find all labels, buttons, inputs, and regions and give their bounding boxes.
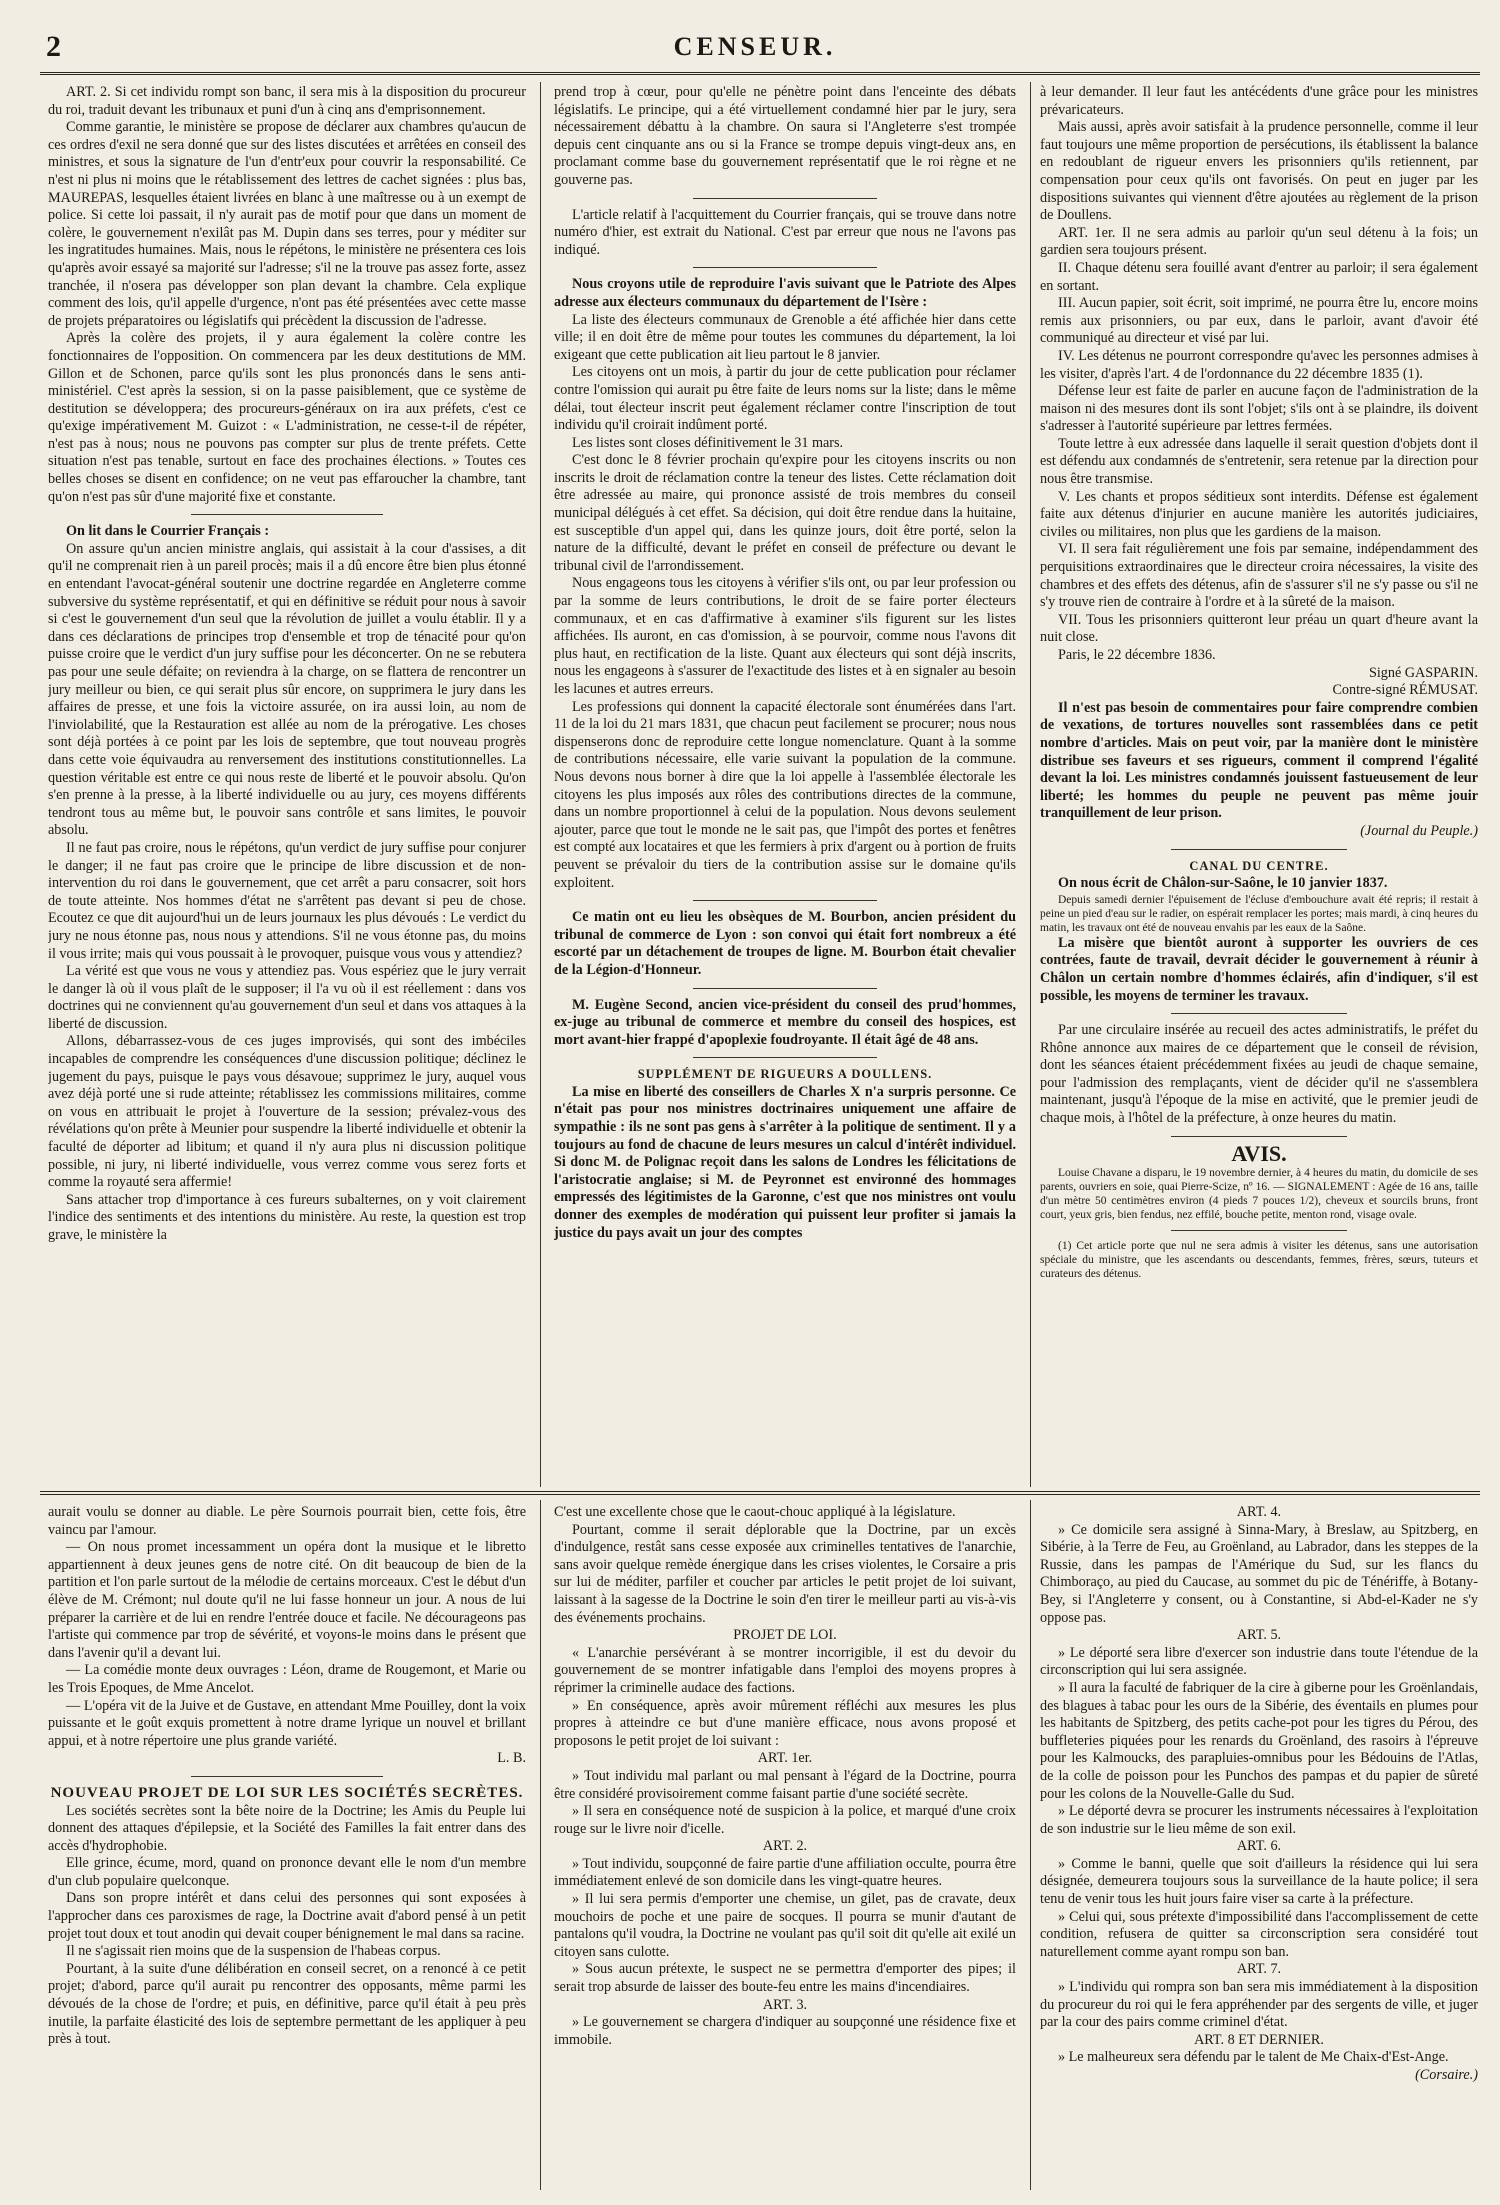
- paragraph: aurait voulu se donner au diable. Le père Sournois pourrait bien, cette fois, être vaincu par l'amour.: [48, 1504, 526, 1538]
- paragraph: — L'opéra vit de la Juive et de Gustave, en attendant Mme Pouilley, dont la voix puissante et le goût exquis promettent à notre drame lyrique un nouvel et brillant appui, et à notre répertoire une plus grande variété.: [48, 1697, 526, 1749]
- article-number: ART. 2.: [762, 1838, 808, 1855]
- article-number: ART. 4.: [1236, 1504, 1282, 1520]
- article-number: ART. 7.: [1236, 1961, 1282, 1978]
- paragraph: » Ce domicile sera assigné à Sinna-Mary, à Breslaw, au Spitzberg, en Sibérie, à la Terre de Feu, au Groënland, au Labrador, dans les steppes de la Russie, dans les pampas de l'Amérique du Sud, sur les flancs du Chimboraço, au pied du Caucase, au sommet du pic de Ténériffe, à Botany-Bey, si l'Angleterre y consent, ou à Constantine, si Abd-el-Kader ne s'y oppose pas.: [1040, 1521, 1478, 1626]
- paragraph: Allons, débarrassez-vous de ces juges improvisés, qui sont des imbéciles incapables de comprendre les conséquences d'une discussion politique; déclinez le jugement du pays, puisque le pays vous désavoue; supprimez le jury, auquel vous avez déjà porté une si rude atteinte; rétablissez les commissions militaires, comme on vous en attribuait le projet à l'ouverture de la session; prévalez-vous des révélations qu'on prête à Meunier pour suspendre la liberté individuelle et obtenir la faculté de déporter ad libitum; et quand il n'y aura plus ni discussion politique possible, ni jury, ni liberté individuelle, vous verrez comme vous serez forts et comme la royauté sera affermie!: [48, 1033, 526, 1191]
- paragraph: Il ne s'agissait rien moins que de la suspension de l'habeas corpus.: [66, 1943, 441, 1960]
- paragraph: » Celui qui, sous prétexte d'impossibilité dans l'accomplissement de cette condition, refusera de quitter sa circonscription sera considéré tout naturellement comme ayant rompu son ban.: [1040, 1908, 1478, 1960]
- section-heading: NOUVEAU PROJET DE LOI SUR LES SOCIÉTÉS SECRÈTES.: [50, 1784, 524, 1801]
- paragraph: III. Aucun papier, soit écrit, soit imprimé, ne pourra être lu, encore moins remis aux prisonniers, ou par eux, dans le parloir, avant d'avoir été communiqué au directeur et visé par lui.: [1040, 295, 1478, 347]
- small-print: Depuis samedi dernier l'épuisement de l'écluse d'embouchure avait été repris; il restait à peine un pied d'eau sur le radier, on espérait remplacer les portes; mais mardi, à cinq heures du matin, les travaux ont été de nouveau envahis par les eaux de la Saône.: [1040, 893, 1478, 934]
- paragraph: Dans son propre intérêt et dans celui des personnes qui sont exposées à l'approcher dans ces paroxismes de rage, la Doctrine avait d'abord pensé à un petit projet tout doux et tout anodin qui devait couper bénignement le mal dans sa racine.: [48, 1890, 526, 1942]
- paragraph: Comme garantie, le ministère se propose de déclarer aux chambres qu'aucun de ces ordres d'exil ne sera donné que sur des listes discutées et arrêtées en conseil des ministres, et sous la signature de l'un d'entr'eux pour couvrir la responsabilité. Ce n'est ni plus ni moins que le rétablissement des lettres de cachet signées : plus bas, MAUREPAS, lesquelles étaient livrées en blanc à une maîtresse ou à un exempt de police. Si cette loi passait, il n'y aurait pas de motif pour que dans un moment de colère, le gouvernement n'exilât pas M. Dupin dans ses terres, pour y méditer sur les ingratitudes humaines. Mais, nous le répétons, le ministère ne présentera ces lois qu'après avoir essayé sa majorité sur l'adresse; s'il ne la trouve pas assez forte, assez tranchée, il n'osera pas développer son plan devant la chambre. Cela explique comment des lois, qu'il appelle d'urgence, n'ont pas été présentées avec cette masse de projets préparatoires ou législatifs qui précèdent la discussion de l'adresse.: [48, 119, 526, 329]
- top-column-3: [1040, 84, 1478, 1484]
- newspaper-title: CENSEUR.: [673, 32, 837, 61]
- bottom-column-3: [1040, 1504, 1478, 2184]
- paragraph: Sans attacher trop d'importance à ces fureurs subalternes, on y voit clairement l'indice des sentiments et des intentions du ministère. Au reste, la question est trop grave, le ministère la: [48, 1191, 526, 1243]
- section-heading: SUPPLÉMENT DE RIGUEURS A DOULLENS.: [637, 1067, 933, 1082]
- paragraph: Les listes sont closes définitivement le 31 mars.: [572, 434, 844, 451]
- signature: L. B.: [497, 1750, 526, 1767]
- paragraph: Nous engageons tous les citoyens à vérifier s'ils ont, ou par leur profession ou par la somme de leurs contributions, le droit de se faire porter électeurs communaux, et en cas d'affirmative à examiner s'ils figurent sur les listes affichées. Ils auront, en cas d'omission, à se pourvoir, comme nous l'avons dit plus haut, en rectification de la liste. Quant aux électeurs qui sont déjà inscrits, nous les engageons à s'assurer de l'exactitude des listes et à en signaler au besoin les lacunes et autres erreurs.: [554, 575, 1016, 697]
- paragraph: — On nous promet incessamment un opéra dont la musique et le libretto appartiennent à deux jeunes gens de notre cité. On dit beaucoup de bien de la partition et l'on parle surtout de la mélodie de certains morceaux. C'est le début d'un élève de M. Crémont; nul doute qu'il ne lui fasse honneur un jour. A nous de lui préparer la carrière et de lui en rendre l'entrée douce et facile. Ne décourageons pas l'artiste qui commence par trop de sévérité, et voyons-le moins dans le présent que dans l'avenir qu'il a devant lui.: [48, 1539, 526, 1661]
- article-number: PROJET DE LOI.: [733, 1627, 837, 1644]
- notice-heading: AVIS.: [1231, 1140, 1287, 1166]
- source-credit: (Journal du Peuple.): [1360, 822, 1478, 839]
- article-number: ART. 1er.: [757, 1750, 813, 1767]
- paragraph: IV. Les détenus ne pourront correspondre qu'avec les personnes admises à les visiter, d'après l'art. 4 de l'ordonnance du 22 décembre 1835 (1).: [1040, 347, 1478, 382]
- separator: [693, 198, 878, 199]
- paragraph: » Il aura la faculté de fabriquer de la cire à giberne pour les Groënlandais, des blagues à tabac pour les ours de la Sibérie, des éventails en plumes pour les habitants de Spitzberg, des petits cache-pot pour les tigres du Pérou, des buffleteries piquées pour les renards du Groënland, des rasoirs à l'épreuve pour les Kalmoucks, des parapluies-omnibus pour les Bédouins de l'Atlas, de la colle de poisson pour les Punchos des pampas et du papier de sûreté pour les colons de la Nouvelle-Galle du Sud.: [1040, 1679, 1478, 1802]
- article-number: ART. 8 ET DERNIER.: [1194, 2031, 1324, 2048]
- separator: [693, 900, 878, 901]
- article-number: ART. 3.: [762, 1996, 808, 2013]
- separator: [191, 1776, 382, 1777]
- paragraph: » Tout individu mal parlant ou mal pensant à l'égard de la Doctrine, pourra être considéré provisoirement comme faisant partie d'une société secrète.: [554, 1767, 1016, 1802]
- small-print: Louise Chavane a disparu, le 19 novembre dernier, à 4 heures du matin, du domicile de ses parents, ouvriers en soie, quai Pierre-Scize, nº 16. — SIGNALEMENT : Agée de 16 ans, taille d'un mètre 50 centimètres environ (4 pieds 7 pouces 1/2), cheveux et sourcils bruns, front court, yeux gris, bien fendus, nez effilé, bouche petite, menton rond, visage ovale.: [1040, 1167, 1478, 1222]
- signature: Contre-signé RÉMUSAT.: [1332, 682, 1478, 699]
- paragraph: Pourtant, comme il serait déplorable que la Doctrine, par un excès d'indulgence, restât sans cesse exposée aux criminelles tentatives de l'anarchie, sans avoir quelque remède énergique dans les crises violentes, le Corsaire a pris sur lui de méditer, parfiler et coucher par articles le petit projet de loi suivant, laissant à la sagesse de la Doctrine le soin d'en tirer le meilleur parti au vis-à-vis des événements prochains.: [554, 1521, 1016, 1626]
- paragraph: Après la colère des projets, il y aura également la colère contre les fonctionnaires de l'opposition. On commencera par les deux destitutions de MM. Gillon et de Schonen, parce qu'ils sont les plus prononcés dans le sens anti-ministériel. C'est après la session, si on la passe paisiblement, que ce système de destitution se développera; des procureurs-généraux on ira aux préfets, c'est ce qu'exige impérativement M. Guizot : « L'administration, ne cesse-t-il de répéter, n'est pas à nous; nous ne pouvons pas compter sur plus de trente préfets. Cette situation n'est pas tenable, surtout en face des prochaines élections. » Toutes ces belles choses se disent en confidence; on ne veut pas effaroucher la chambre, tant qu'on n'est pas sûr d'une majorité fixe et constante.: [48, 330, 526, 505]
- paragraph: « L'anarchie persévérant à se montrer incorrigible, il est du devoir du gouvernement de se montrer infatigable dans l'emploi des moyens propres à réprimer la criminelle audace des factions.: [554, 1644, 1016, 1696]
- paragraph: La vérité est que vous ne vous y attendiez pas. Vous espériez que le jury verrait le danger là où il vous plaît de le supposer; il l'a vu où il est réellement : dans vos doctrines qui ne conviennent qu'au gouvernement d'un seul et dans vos attaques à la liberté de discussion.: [48, 963, 526, 1032]
- separator: [1171, 1013, 1346, 1014]
- masthead-rule: [40, 72, 1480, 75]
- paragraph: » Le déporté sera libre d'exercer son industrie dans toute l'étendue de la circonscription qui lui sera assignée.: [1040, 1644, 1478, 1679]
- signature: Signé GASPARIN.: [1368, 664, 1478, 681]
- paragraph: prend trop à cœur, pour qu'elle ne pénètre point dans l'enceinte des débats législatifs. Le principe, qui a été virtuellement condamné hier par le jury, sera nécessairement débattu à la chambre. On saura si l'Angleterre s'est trompée depuis cent cinquante ans ou si la France se trompe depuis vingt-deux ans, en proclamant comme base du gouvernement représentatif que le roi règne et ne gouverne pas.: [554, 84, 1016, 188]
- paragraph: Pourtant, à la suite d'une délibération en conseil secret, on a renoncé à ce petit projet; d'abord, parce qu'il aurait pu rencontrer des opposants, même parmi les dévoués de la chose de l'ordre; et puis, en définitive, parce qu'il était à peu près inutile, la parfaite élasticité des lois de septembre permettant de les appliquer à peu près à tout.: [48, 1960, 526, 2048]
- paragraph: — La comédie monte deux ouvrages : Léon, drame de Rougemont, et Marie ou les Trois Epoques, de Mme Ancelot.: [48, 1662, 526, 1696]
- paragraph: » Tout individu, soupçonné de faire partie d'une affiliation occulte, pourra être immédiatement enlevé de son domicile dans les vingt-quatre heures.: [554, 1855, 1016, 1890]
- paragraph: Par une circulaire insérée au recueil des actes administratifs, le préfet du Rhône annonce aux maires de ce département que le conseil de révision, dont les séances étaient précédemment fixées au jeudi de chaque semaine, pour l'admission des remplaçants, vient de décider qu'il ne s'assemblera maintenant, jusqu'à l'époque de la mise en activité, que le premier jeudi de chaque mois, à l'hôtel de la préfecture, à onze heures du matin.: [1040, 1022, 1478, 1127]
- paragraph: La liste des électeurs communaux de Grenoble a été affichée hier dans cette ville; il en doit être de même pour toutes les communes du département, la loi exigeant que cette publication ait lieu partout le 8 janvier.: [554, 311, 1016, 363]
- masthead: [40, 26, 1470, 74]
- paragraph: » Le gouvernement se chargera d'indiquer au soupçonné une résidence fixe et immobile.: [554, 2014, 1016, 2048]
- separator: [693, 988, 878, 989]
- paragraph: Les sociétés secrètes sont la bête noire de la Doctrine; les Amis du Peuple lui donnent des attaques d'épilepsie, et la Société des Familles la fait entrer dans des accès d'hydrophobie.: [48, 1802, 526, 1854]
- paragraph: II. Chaque détenu sera fouillé avant d'entrer au parloir; il sera également en sortant.: [1040, 259, 1478, 294]
- bottom-column-2: [554, 1504, 1016, 2184]
- top-column-2: [554, 84, 1016, 1484]
- separator: [1171, 849, 1346, 850]
- paragraph: Les citoyens ont un mois, à partir du jour de cette publication pour réclamer contre l'omission qui aurait pu être faite de leurs noms sur la liste; dans le même délai, tout électeur inscrit peut également réclamer contre l'inscription de tout individu qu'il croirait indûment porté.: [554, 364, 1016, 434]
- separator: [1171, 1230, 1346, 1231]
- paragraph: à leur demander. Il leur faut les antécédents d'une grâce pour les ministres prévaricateurs.: [1040, 84, 1478, 118]
- separator: [1171, 1136, 1346, 1137]
- small-print: (1) Cet article porte que nul ne sera admis à visiter les détenus, sans une autorisation spéciale du ministre, que les ascendants ou descendants, femmes, frères, sœurs, tuteurs et curateurs des détenus.: [1040, 1240, 1478, 1281]
- column-divider: [540, 82, 541, 1487]
- paragraph: Toute lettre à eux adressée dans laquelle il serait question d'objets dont il est défendu aux condamnés de s'entretenir, sera retenue par la direction pour nous être transmise.: [1040, 435, 1478, 488]
- paragraph: » Comme le banni, quelle que soit d'ailleurs la résidence qui lui sera désignée, demeurera toujours sous la surveillance de la haute police; il sera tenu de venir tous les huit jours faire viser sa carte à la préfecture.: [1040, 1855, 1478, 1908]
- paragraph: Paris, le 22 décembre 1836.: [1058, 647, 1216, 663]
- article-lead: On lit dans le Courrier Français :: [66, 523, 270, 540]
- paragraph: Il ne faut pas croire, nous le répétons, qu'un verdict de jury suffise pour conjurer le danger; il ne faut pas croire que le principe de libre discussion et de non-intervention du roi dans le gouvernement, que cet arrêt a paru consacrer, soit hors de toute atteinte. Nos hommes d'état ne s'arrêtent pas devant si peu de chose. Ecoutez ce que dit aujourd'hui un de leurs journaux les plus dévoués : Le verdict du jury ne nous étonne pas, nous nous y attendions. S'il ne vous étonne pas, du moins il vous irrite; mais qui vous poussait à le provoquer, puisque vous vous y attendiez?: [48, 839, 526, 962]
- article-lead: Il n'est pas besoin de commentaires pour faire comprendre combien de vexations, de tortures nouvelles sont rassemblées dans ce petit nombre d'articles. Mais on peut voir, par la manière dont le ministère distribue ses faveurs et ses rigueurs, comment il comprend l'égalité devant la loi. Les ministres condamnés jouissent fastueusement de leur liberté; les hommes du peuple ne peuvent pas même jouir tranquillement de leur prison.: [1040, 699, 1478, 822]
- paragraph: ART. 1er. Il ne sera admis au parloir qu'un seul détenu à la fois; un gardien sera toujours présent.: [1040, 224, 1478, 259]
- paragraph: Les professions qui donnent la capacité électorale sont énumérées dans l'art. 11 de la loi du 21 mars 1831, que chacun peut facilement se procurer; nous nous dispenserons donc de reproduire cette longue nomenclature. Quant à la somme de contributions nécessaire, elle varie suivant la population de la commune. Nous devons nous borner à dire que la loi appelle à l'assemblée électorale les citoyens les plus imposés aux rôles des contributions directes de la commune, dans un nombre proportionnel à celui de la population. Nous devons seulement ajouter, parce que tout le monde ne le sait pas, que l'impôt des portes et fenêtres est compté aux locataires et que les fermiers à prix d'argent ou à portion de fruits peuvent se prévaloir du tiers de la contribution assise sur le domaine qu'ils exploitent.: [554, 698, 1016, 891]
- section-rule: [40, 1491, 1480, 1495]
- article-lead: M. Eugène Second, ancien vice-président du conseil des prud'hommes, ex-juge au tribunal de commerce et membre du conseil des hospices, est mort avant-hier frappé d'apoplexie foudroyante. Il était âgé de 48 ans.: [554, 996, 1016, 1048]
- article-lead: Ce matin ont eu lieu les obsèques de M. Bourbon, ancien président du tribunal de commerce de Lyon : son convoi qui était fort nombreux a été escorté par un détachement de troupes de ligne. M. Bourbon était chevalier de la Légion-d'Honneur.: [554, 909, 1016, 978]
- source-credit: (Corsaire.): [1415, 2067, 1478, 2083]
- column-divider: [1030, 82, 1031, 1487]
- column-divider: [1030, 1500, 1031, 2190]
- top-column-1: [48, 84, 526, 1484]
- separator: [191, 514, 382, 515]
- paragraph: C'est donc le 8 février prochain qu'expire pour les citoyens inscrits ou non inscrits le droit de réclamation contre la teneur des listes. Cette réclamation doit être adressée au maire, qui prononce assisté de trois membres du conseil municipal délégués à cet effet. Sa décision, qui doit être rendue dans la huitaine, est susceptible d'un appel qui, dans les quinze jours, doit être porté, selon la nature de la difficulté, devant le préfet en conseil de préfecture ou devant le tribunal civil de l'arrondissement.: [554, 452, 1016, 574]
- paragraph: ART. 2. Si cet individu rompt son banc, il sera mis à la disposition du procureur du roi, traduit devant les tribunaux et puni d'un à cinq ans d'emprisonnement.: [48, 84, 526, 118]
- paragraph: » Le déporté devra se procurer les instruments nécessaires à l'exploitation de son industrie sur le lieu même de son exil.: [1040, 1803, 1478, 1837]
- paragraph: Défense leur est faite de parler en aucune façon de l'administration de la maison ni des mesures dont ils sont l'objet; s'ils ont à se plaindre, ils doivent s'adresser à l'autorité supérieure par lettres fermées.: [1040, 383, 1478, 435]
- article-lead: Nous croyons utile de reproduire l'avis suivant que le Patriote des Alpes adresse aux électeurs communaux du département de l'Isère :: [554, 276, 1016, 310]
- paragraph: Mais aussi, après avoir satisfait à la prudence personnelle, comme il leur faut toujours une même proportion de persécutions, ils établissent la balance en redoublant de rigueur envers les prisonniers qu'ils retiennent, par compensation pour ceux qu'ils ont favorisés. On peut en juger par les dispositions suivantes qui viennent d'être ajoutées au règlement de la prison de Doullens.: [1040, 119, 1478, 224]
- paragraph: » L'individu qui rompra son ban sera mis immédiatement à la disposition du procureur du roi qui le fera appréhender par des sergents de ville, et juger par la cour des pairs comme criminel d'état.: [1040, 1979, 1478, 2031]
- paragraph: V. Les chants et propos séditieux sont interdits. Défense est également faite aux détenus d'injurier en aucune manière les autorités judiciaires, civiles ou militaires, non plus que les gardiens de la maison.: [1040, 488, 1478, 540]
- page-number: 2: [46, 30, 61, 63]
- bottom-column-1: [48, 1504, 526, 2184]
- paragraph: » Sous aucun prétexte, le suspect ne se permettra d'emporter des pipes; il serait trop absurde de laisser des boute-feu entre les mains d'incendiaires.: [554, 1961, 1016, 1996]
- article-number: ART. 5.: [1236, 1627, 1282, 1644]
- paragraph: » Il sera en conséquence noté de suspicion à la police, et marqué d'une croix rouge sur le livre noir d'icelle.: [554, 1803, 1016, 1837]
- paragraph: Elle grince, écume, mord, quand on prononce devant elle le nom d'un membre d'un club populaire quelconque.: [48, 1855, 526, 1889]
- paragraph: » Le malheureux sera défendu par le talent de Me Chaix-d'Est-Ange.: [1058, 2049, 1449, 2066]
- paragraph: » Il lui sera permis d'emporter une chemise, un gilet, pas de cravate, deux mouchoirs de poche et une paire de socques. Il pourra se munir d'autant de pantalons qu'il voudra, la Doctrine ne voulant pas qu'il soit dit qu'elle ait exilé un citoyen sans culotte.: [554, 1891, 1016, 1960]
- article-number: ART. 6.: [1236, 1838, 1282, 1855]
- article-lead: On nous écrit de Châlon-sur-Saône, le 10 janvier 1837.: [1058, 875, 1388, 892]
- column-divider: [540, 1500, 541, 2190]
- paragraph: C'est une excellente chose que le caout-chouc appliqué à la législature.: [554, 1504, 956, 1520]
- paragraph: VI. Il sera fait régulièrement une fois par semaine, indépendamment des perquisitions extraordinaires que le directeur croira nécessaires, la visite des chambres et des effets des détenus, afin de s'assurer s'il ne s'y passe ou s'il ne s'y trouve rien de contraire à l'ordre et à la sûreté de la maison.: [1040, 541, 1478, 611]
- separator: [693, 267, 878, 268]
- paragraph: » En conséquence, après avoir mûrement réfléchi aux mesures les plus propres à atteindre ce but d'une manière efficace, nous avons proposé et proposons le petit projet de loi suivant :: [554, 1697, 1016, 1749]
- section-heading: CANAL DU CENTRE.: [1189, 858, 1329, 873]
- article-lead: La misère que bientôt auront à supporter les ouvriers de ces contrées, faute de travail, devrait décider le gouvernement à réunir à Châlon un certain nombre d'hommes éclairés, afin d'indiquer, s'il est possible, les moyens de terminer les travaux.: [1040, 934, 1478, 1004]
- paragraph: L'article relatif à l'acquittement du Courrier français, qui se trouve dans notre numéro d'hier, est extrait du National. C'est par erreur que nous ne l'avons pas indiqué.: [554, 206, 1016, 258]
- paragraph: On assure qu'un ancien ministre anglais, qui assistait à la cour d'assises, a dit qu'il ne comprenait rien à un pareil procès; mais il a dû encore être bien plus étonné en entendant l'avocat-général soutenir une doctrine regardée en Angleterre comme subversive du système représentatif, et qui en définitive se réduit pour nous à savoir si c'est le gouvernement d'un seul que la révolution de juillet a voulu établir. Il y a dans ces déclarations de principes trop d'ensemble et trop de ténacité pour qu'on puisse croire que le verdict d'un jury suffise pour les déconcerter. On ne se rebutera pas pour une seule défaite; on reviendra à la charge, on se flattera de rencontrer un jury meilleur ou bien, ce qui serait plus sûr encore, on supprimera le jury dans les affaires de presse, et une fois la victoire assurée, on ira aussi loin, au nom de l'inviolabilité, que la Restauration est allée au nom de la prérogative. Les choses sont déjà portées à ce point par les lois de septembre, que tout nouveau progrès dans cette voie équivaudra au renversement des institutions constitutionnelles. La question véritable est entre ce qui nous reste de liberté et le pouvoir absolu. Qu'on s'en prenne à la presse, à la liberté individuelle ou au jury, ces moyens différents tendront tous au même but, le pouvoir sans contrôle et sans limites, le pouvoir absolu.: [48, 540, 526, 839]
- paragraph: VII. Tous les prisonniers quitteront leur préau un quart d'heure avant la nuit close.: [1040, 611, 1478, 646]
- article-lead: La mise en liberté des conseillers de Charles X n'a surpris personne. Ce n'était pas pour nos ministres doctrinaires uniquement une affaire de sympathie : ils ne sont pas gens à s'arrêter à la politique de sentiment. Il y a toujours au fond de chacune de leurs mesures un calcul d'intérêt individuel. Si donc M. de Polignac reçoit dans les salons de Londres les félicitations de l'aristocratie anglaise; si M. de Peyronnet est environné des hommages empressés des légitimistes de la Garonne, c'est que nos ministres ont voulu donner des exemples de modération qui puissent leur profiter si jamais la justice du pays avait un jour des comptes: [554, 1083, 1016, 1241]
- separator: [693, 1057, 878, 1058]
